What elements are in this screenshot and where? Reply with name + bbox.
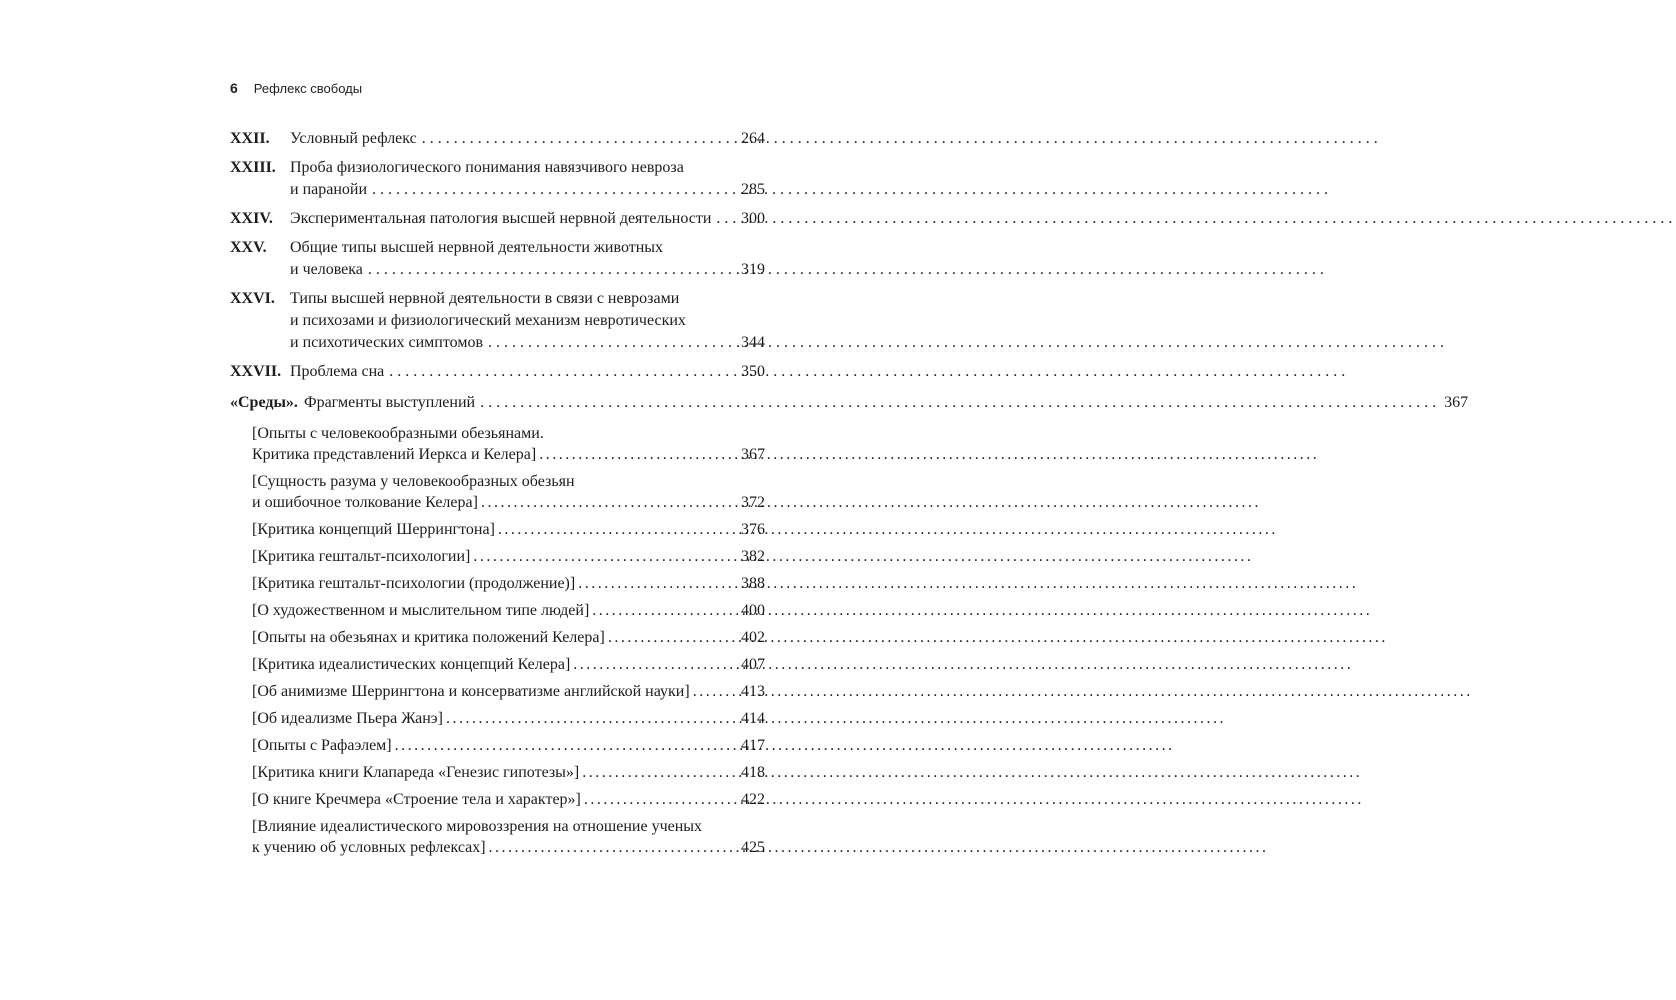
dot-leader <box>481 492 737 513</box>
toc-text: [Критика книги Клапареда «Генезис гипотезы»] <box>252 764 580 781</box>
toc-line <box>290 361 765 383</box>
toc-entry-fragment <box>230 573 765 594</box>
chapter-numeral: XXIII. <box>230 159 276 176</box>
toc-entry-fragment <box>230 654 765 675</box>
toc-page-number: 413 <box>741 683 765 700</box>
toc-entry-body <box>252 681 765 702</box>
dot-leader <box>539 444 737 465</box>
toc-entry-fragment <box>230 600 765 621</box>
toc-entry-body <box>252 762 765 783</box>
toc-entry-chapter <box>230 157 765 201</box>
toc-line <box>252 762 765 783</box>
toc-entry-body <box>290 237 765 281</box>
toc-text: Экспериментальная патология высшей нервной деятельности <box>290 210 712 227</box>
toc-page-number: 407 <box>741 656 765 673</box>
toc-entry-body <box>290 208 765 230</box>
toc-text: Проблема сна <box>290 363 385 380</box>
toc-entry-body <box>290 128 765 150</box>
toc-line <box>252 423 765 444</box>
toc-text: [Критика концепций Шеррингтона] <box>252 521 495 538</box>
dot-leader <box>422 128 737 150</box>
toc-entry-fragment <box>230 546 765 567</box>
toc-line <box>252 627 765 648</box>
dot-leader <box>716 208 737 230</box>
toc-line <box>290 310 765 332</box>
toc-text: [Опыты с человекообразными обезьянами. <box>252 425 544 442</box>
toc-page-number: 382 <box>741 548 765 565</box>
toc-page-number: 400 <box>741 602 765 619</box>
toc-text: [Об анимизме Шеррингтона и консерватизме английской науки] <box>252 683 690 700</box>
toc-text: и психотических симптомов <box>290 334 484 351</box>
dot-leader <box>578 573 737 594</box>
toc-text: Типы высшей нервной деятельности в связи с неврозами <box>290 290 680 307</box>
toc-entry-chapter <box>230 208 765 230</box>
chapter-numeral: XXVI. <box>230 290 275 307</box>
toc-text: и психозами и физиологический механизм невротических <box>290 312 686 329</box>
chapter-numeral: XXV. <box>230 239 267 256</box>
toc-text: Проба физиологического понимания навязчивого невроза <box>290 159 684 176</box>
toc-entry-fragment <box>230 423 765 465</box>
toc-text: [Опыты с Рафаэлем] <box>252 737 392 754</box>
toc-page-number: 417 <box>741 737 765 754</box>
toc-page-number: 388 <box>741 575 765 592</box>
toc-entry-body <box>290 157 765 201</box>
toc-line <box>290 128 765 150</box>
dot-leader <box>389 361 737 383</box>
toc-line <box>252 789 765 810</box>
toc-line <box>252 708 765 729</box>
toc-line <box>252 735 765 756</box>
toc-page-number: 414 <box>741 710 765 727</box>
toc-entry-body <box>252 600 765 621</box>
toc-page-number: 285 <box>741 181 765 198</box>
toc-page-number: 376 <box>741 521 765 538</box>
toc-line <box>252 600 765 621</box>
toc-entry-chapter <box>230 237 765 281</box>
toc-entry-body <box>252 546 765 567</box>
dot-leader <box>368 259 737 281</box>
toc-entry-body <box>252 735 765 756</box>
chapter-numeral: XXIV. <box>230 210 273 227</box>
toc-page-number: 344 <box>741 334 765 351</box>
toc-page-number: 300 <box>741 210 765 227</box>
toc-text: и ошибочное толкование Келера] <box>252 494 478 511</box>
toc-line <box>290 179 765 201</box>
toc-text: и паранойи <box>290 181 368 198</box>
fragment-list <box>230 423 765 858</box>
toc-line <box>252 573 765 594</box>
toc-page-number: 367 <box>1444 394 1469 411</box>
toc-entry-fragment <box>230 735 765 756</box>
toc-entry-body <box>252 654 765 675</box>
dot-leader <box>592 600 737 621</box>
toc-text: [Сущность разума у человекообразных обезьян <box>252 473 575 490</box>
dot-leader <box>582 762 737 783</box>
toc-page-number: 418 <box>741 764 765 781</box>
table-of-contents <box>230 128 1469 858</box>
toc-text: [Опыты на обезьянах и критика положений Келера] <box>252 629 605 646</box>
toc-entry-body <box>252 423 765 465</box>
dot-leader <box>693 681 737 702</box>
toc-line <box>252 681 765 702</box>
toc-text: к учению об условных рефлексах] <box>252 839 486 856</box>
toc-line <box>252 444 765 465</box>
toc-page-number: 264 <box>741 130 765 147</box>
toc-line <box>252 654 765 675</box>
toc-entry-chapter <box>230 128 765 150</box>
sredy-label: «Среды». <box>230 394 298 411</box>
toc-entry-body <box>290 288 765 354</box>
toc-entry-fragment <box>230 519 765 540</box>
toc-page-number: 402 <box>741 629 765 646</box>
page-header <box>230 80 765 96</box>
toc-entry-body <box>252 573 765 594</box>
toc-page-number: 350 <box>741 363 765 380</box>
toc-text: Общие типы высшей нервной деятельности животных <box>290 239 664 256</box>
toc-line <box>290 237 765 259</box>
toc-page-number: 367 <box>741 446 765 463</box>
toc-text: [Влияние идеалистического мировоззрения на отношение ученых <box>252 818 703 835</box>
running-title: Рефлекс свободы <box>253 81 363 96</box>
chapter-numeral: XXII. <box>230 130 270 147</box>
toc-line <box>290 157 765 179</box>
toc-entry-sredy <box>230 392 1469 414</box>
toc-line <box>252 519 765 540</box>
sredy-title: Фрагменты выступлений <box>303 394 476 411</box>
toc-line <box>252 471 765 492</box>
toc-entry-body <box>252 816 765 858</box>
toc-line <box>290 259 765 281</box>
dot-leader <box>480 392 1440 414</box>
chapter-list <box>230 128 765 383</box>
toc-page-number: 372 <box>741 494 765 511</box>
dot-leader <box>446 708 737 729</box>
toc-line <box>290 208 765 230</box>
toc-entry-body <box>290 361 765 383</box>
toc-entry-fragment <box>230 789 765 810</box>
toc-line <box>230 392 1468 414</box>
toc-line <box>252 492 765 513</box>
toc-text: [О художественном и мыслительном типе людей] <box>252 602 590 619</box>
dot-leader <box>608 627 737 648</box>
toc-text: [О книге Кречмера «Строение тела и характер»] <box>252 791 581 808</box>
toc-entry-chapter <box>230 288 765 354</box>
toc-page-number: 425 <box>741 839 765 856</box>
toc-text: [Критика гештальт-психологии] <box>252 548 471 565</box>
toc-text: [Критика идеалистических концепций Келера] <box>252 656 571 673</box>
toc-entry-fragment <box>230 471 765 513</box>
toc-line <box>252 816 765 837</box>
dot-leader <box>498 519 737 540</box>
dot-leader <box>395 735 737 756</box>
dot-leader <box>488 332 737 354</box>
dot-leader <box>372 179 737 201</box>
toc-text: Условный рефлекс <box>290 130 417 147</box>
toc-page-number: 422 <box>741 791 765 808</box>
toc-entry-body <box>252 789 765 810</box>
toc-entry-body <box>252 627 765 648</box>
toc-line <box>252 546 765 567</box>
toc-entry-fragment <box>230 681 765 702</box>
dot-leader <box>573 654 737 675</box>
toc-entry-body <box>252 471 765 513</box>
book-page <box>230 80 1469 864</box>
chapter-numeral: XXVII. <box>230 363 282 380</box>
toc-line <box>290 288 765 310</box>
page-number: 6 <box>230 80 238 96</box>
dot-leader <box>489 837 737 858</box>
toc-text: и человека <box>290 261 363 278</box>
toc-text: [Об идеализме Пьера Жанэ] <box>252 710 443 727</box>
toc-entry-fragment <box>230 762 765 783</box>
dot-leader <box>473 546 737 567</box>
toc-entry-fragment <box>230 627 765 648</box>
toc-text: Критика представлений Иеркса и Келера] <box>252 446 537 463</box>
toc-entry-fragment <box>230 816 765 858</box>
toc-entry-chapter <box>230 361 765 383</box>
toc-text: [Критика гештальт-психологии (продолжение)] <box>252 575 576 592</box>
toc-entry-body <box>252 708 765 729</box>
toc-line <box>290 332 765 354</box>
toc-line <box>252 837 765 858</box>
dot-leader <box>584 789 737 810</box>
toc-page-number: 319 <box>741 261 765 278</box>
toc-entry-body <box>252 519 765 540</box>
toc-entry-fragment <box>230 708 765 729</box>
